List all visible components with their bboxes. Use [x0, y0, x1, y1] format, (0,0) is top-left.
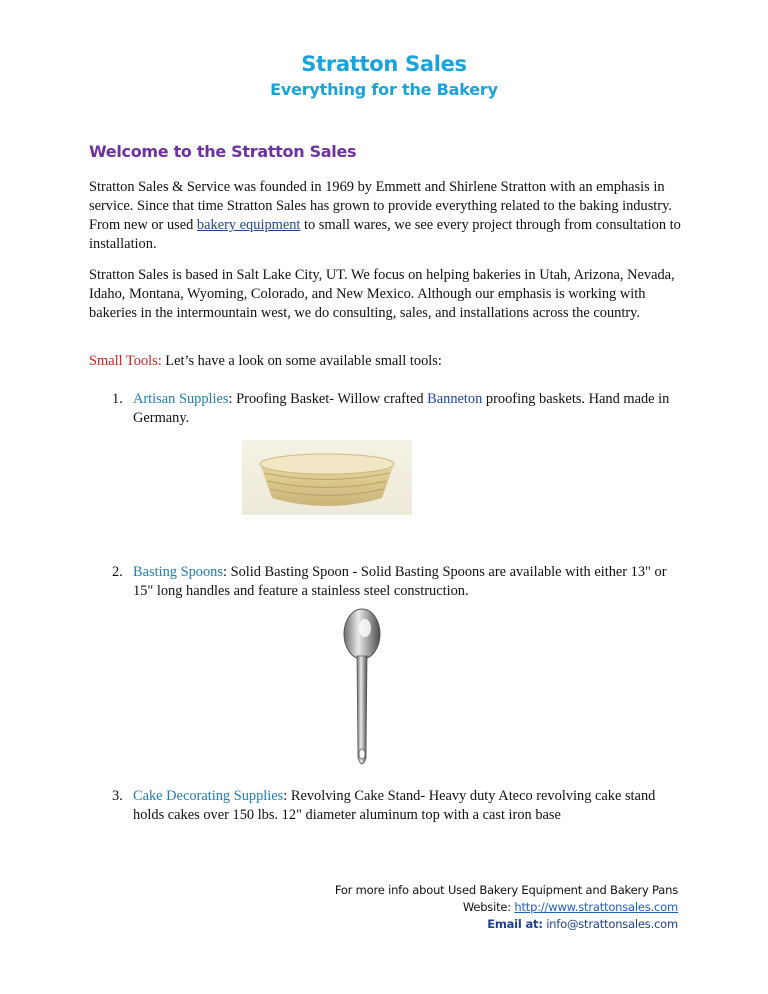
small-tools-label: Small Tools:	[89, 353, 162, 369]
item-desc-start: : Proofing Basket- Willow crafted	[228, 391, 428, 407]
item-desc: : Solid Basting Spoon - Solid Basting Spoons are available with either 13" or 15" long handles and feature a stainless steel construction.	[133, 564, 667, 599]
website-label: Website:	[462, 900, 515, 914]
proofing-basket-image	[242, 440, 412, 515]
footer-info-line: For more info about Used Bakery Equipment and Bakery Pans	[334, 883, 678, 897]
small-tools-intro-text: Let’s have a look on some available small tools:	[161, 353, 442, 369]
intro-text-end: to small wares, we see every project through from consultation to installation.	[89, 217, 681, 252]
banneton-link[interactable]: Banneton	[427, 391, 483, 407]
footer-website-line	[463, 900, 678, 914]
page-title: Stratton Sales	[301, 52, 467, 76]
page-subtitle: Everything for the Bakery	[270, 80, 498, 99]
list-number: 1.	[112, 391, 123, 407]
artisan-supplies-link[interactable]: Artisan Supplies	[133, 391, 229, 407]
item-desc: : Revolving Cake Stand- Heavy duty Ateco revolving cake stand holds cakes over 150 lbs. 12" diameter aluminum top with a cast iron base	[133, 788, 656, 823]
list-item-text	[133, 787, 673, 825]
email-address[interactable]: info@strattonsales.com	[542, 917, 678, 931]
list-number: 2.	[112, 564, 123, 580]
footer-email-line	[487, 917, 678, 931]
list-number: 3.	[112, 788, 123, 804]
location-paragraph: Stratton Sales is based in Salt Lake City, UT. We focus on helping bakeries in Utah, Arizona, Nevada, Idaho, Montana, Wyoming, Colorado, and New Mexico. Although our emphasis is working with bakeries in the intermountain west, we do consulting, sales, and installations across the country.	[89, 267, 675, 321]
email-label: Email at:	[487, 917, 543, 931]
intro-paragraph	[89, 178, 684, 254]
intro-text-start: Stratton Sales & Service was founded in 1969 by Emmett and Shirlene Stratton with an emphasis in service. Since that time Stratton Sales has grown to provide everything related to the baking industry. From new or used	[89, 179, 672, 233]
small-tools-intro	[89, 353, 442, 370]
cake-decorating-supplies-link[interactable]: Cake Decorating Supplies	[133, 788, 284, 804]
list-item-text	[133, 563, 673, 601]
website-link[interactable]: http://www.strattonsales.com	[514, 900, 678, 914]
welcome-heading: Welcome to the Stratton Sales	[89, 142, 357, 161]
item-desc-end: proofing baskets. Hand made in Germany.	[133, 391, 670, 426]
bakery-equipment-link[interactable]: bakery equipment	[196, 217, 301, 233]
basting-spoons-link[interactable]: Basting Spoons	[133, 564, 223, 580]
list-item-text	[133, 390, 673, 428]
basting-spoon-image	[335, 608, 390, 772]
